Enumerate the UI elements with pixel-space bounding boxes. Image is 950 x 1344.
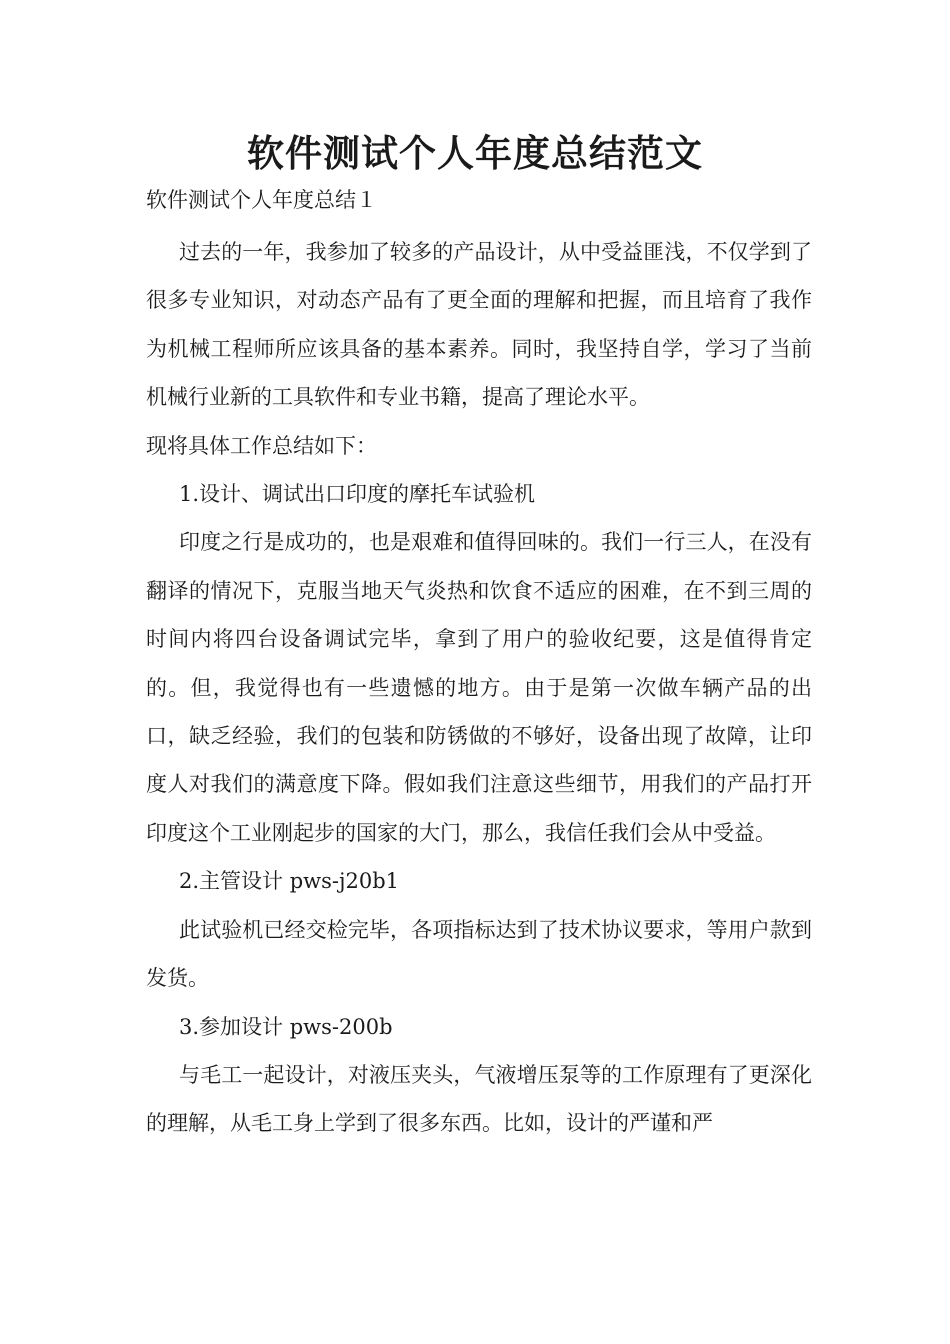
paragraph-summary-lead: 现将具体工作总结如下：: [146, 433, 377, 458]
list-item-3: 3.参加设计 pws-200b: [179, 1014, 393, 1039]
document-body: [146, 180, 812, 1148]
paragraph-intro: 过去的一年，我参加了较多的产品设计，从中受益匪浅，不仅学到了很多专业知识，对动态产品有了更全面的理解和把握，而且培育了我作为机械工程师所应该具备的基本素养。同时，我坚持自学，学习了当前机械行业新的工具软件和专业书籍，提高了理论水平。: [146, 240, 812, 410]
paragraph-pws-200b: 与毛工一起设计，对液压夹头，气液增压泵等的工作原理有了更深化的理解，从毛工身上学到了很多东西。比如，设计的严谨和严: [146, 1062, 812, 1136]
paragraph-pws-j20b1: 此试验机已经交检完毕，各项指标达到了技术协议要求，等用户款到发货。: [146, 917, 812, 991]
paragraph-india-trip: 印度之行是成功的，也是艰难和值得回味的。我们一行三人，在没有翻译的情况下，克服当地天气炎热和饮食不适应的困难，在不到三周的时间内将四台设备调试完毕，拿到了用户的验收纪要，这是值得肯定的。但，我觉得也有一些遗憾的地方。由于是第一次做车辆产品的出口，缺乏经验，我们的包装和防锈做的不够好，设备出现了故障，让印度人对我们的满意度下降。假如我们注意这些细节，用我们的产品打开印度这个工业刚起步的国家的大门，那么，我信任我们会从中受益。: [146, 530, 812, 845]
section-heading: 软件测试个人年度总结１: [146, 188, 377, 212]
list-item-1: 1.设计、调试出口印度的摩托车试验机: [179, 482, 536, 507]
document-title: 软件测试个人年度总结范文: [247, 131, 703, 175]
list-item-2: 2.主管设计 pws-j20b1: [179, 869, 400, 894]
